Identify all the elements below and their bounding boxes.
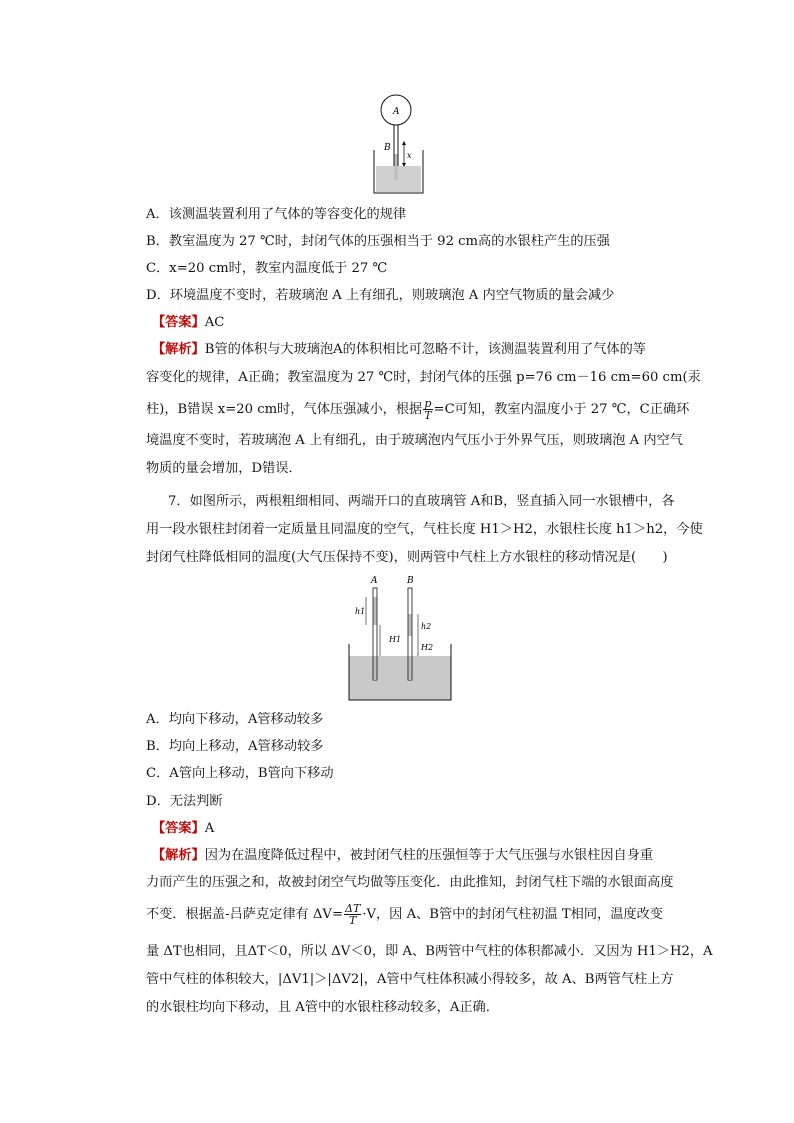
q7-option-c: C．A管向上移动，B管向下移动 xyxy=(146,766,334,781)
two-tubes-figure xyxy=(347,574,453,702)
q6-answer xyxy=(152,313,224,332)
q7-stem-line-2: 用一段水银柱封闭着一定质量且同温度的空气，气柱长度 H1＞H2，水银柱长度 h1＞h2，今使 xyxy=(146,522,703,537)
analysis-tag: 【解析】 xyxy=(152,848,205,863)
thermometer-figure xyxy=(360,92,430,196)
answer-value: AC xyxy=(204,315,225,330)
q7-analysis-line-2: 力而产生的压强之和，故被封闭空气均做等压变化．由此推知，封闭气柱下端的水银面高度 xyxy=(146,875,674,890)
fraction-p-over-t: $\frac{p}{T}$ xyxy=(424,397,432,422)
q7-analysis-line-6: 的水银柱均向下移动，且 A管中的水银柱移动较多，A正确． xyxy=(146,1000,499,1015)
q7-option-d: D．无法判断 xyxy=(146,794,223,809)
label-h2: h2 xyxy=(421,622,432,631)
fraction-dt-over-t: $\frac{\Delta T}{T}$ xyxy=(345,902,361,927)
label-H2: H2 xyxy=(421,643,434,652)
answer-value: A xyxy=(204,821,215,836)
q7-option-a: A．均向下移动，A管移动较多 xyxy=(146,712,324,727)
q7-analysis-line-3: 不变．根据盖-吕萨克定律有 ΔV= $\frac{\Delta T}{T}$ ·V，因 A、B管中的封闭气柱初温 T相同，温度改变 xyxy=(146,902,663,927)
q6-option-d: D．环境温度不变时，若玻璃泡 A 上有细孔，则玻璃泡 A 内空气物质的量会减少 xyxy=(146,288,615,303)
q7-option-b: B．均向上移动，A管移动较多 xyxy=(146,739,324,754)
label-H1: H1 xyxy=(389,635,402,644)
q7-stem-line-3: 封闭气柱降低相同的温度(大气压保持不变)，则两管中气柱上方水银柱的移动情况是( ) xyxy=(146,550,668,565)
q6-analysis-line-2: 容变化的规律，A正确；教室温度为 27 ℃时，封闭气体的压强 p=76 cm－16 cm=60 cm(汞 xyxy=(146,370,701,385)
answer-tag: 【答案】 xyxy=(152,315,205,330)
q7-analysis-line-4: 量 ΔT也相同，且ΔT＜0，所以 ΔV＜0，即 A、B两管中气柱的体积都减小．又因为 H1＞H2，A xyxy=(146,944,713,959)
answer-tag: 【答案】 xyxy=(152,821,205,836)
bulb-label-A: A xyxy=(393,107,400,117)
tube-label-B: B xyxy=(407,576,414,586)
q6-analysis-line-4: 境温度不变时，若玻璃泡 A 上有细孔，由于玻璃泡内气压小于外界气压，则玻璃泡 A 内空气 xyxy=(146,433,683,448)
q6-option-b: B．教室温度为 27 ℃时，封闭气体的压强相当于 92 cm高的水银柱产生的压强 xyxy=(146,234,610,249)
q7-answer xyxy=(152,819,214,838)
tube-label-B: B xyxy=(384,143,391,153)
q6-analysis-line-5: 物质的量会增加，D错误． xyxy=(146,461,302,476)
q6-option-c: C．x=20 cm时，教室内温度低于 27 ℃ xyxy=(146,261,388,276)
q7-analysis-line-5: 管中气柱的体积较大，|ΔV1|＞|ΔV2|，A管中气柱体积减小得较多，故 A、B两管气柱上方 xyxy=(146,972,674,987)
q7-analysis-line-1: 【解析】因为在温度降低过程中，被封闭气柱的压强恒等于大气压强与水银柱因自身重 xyxy=(152,848,654,863)
tube-label-A: A xyxy=(371,576,378,586)
q6-analysis-line-1: 【解析】B管的体积与大玻璃泡A的体积相比可忽略不计，该测温装置利用了气体的等 xyxy=(152,342,646,357)
label-h1: h1 xyxy=(355,607,366,616)
q6-analysis-line-3: 柱)，B错误 x=20 cm时，气体压强减小，根据 $\frac{p}{T}$ =C可知，教室内温度小于 27 ℃，C正确环 xyxy=(146,397,690,422)
q7-stem-line-1: 7．如图所示，两根粗细相同、两端开口的直玻璃管 A和B，竖直插入同一水银槽中，各 xyxy=(168,494,675,509)
q6-option-a: A．该测温装置利用了气体的等容变化的规律 xyxy=(146,207,407,222)
height-label-x: x xyxy=(407,151,412,160)
analysis-tag: 【解析】 xyxy=(152,342,205,357)
